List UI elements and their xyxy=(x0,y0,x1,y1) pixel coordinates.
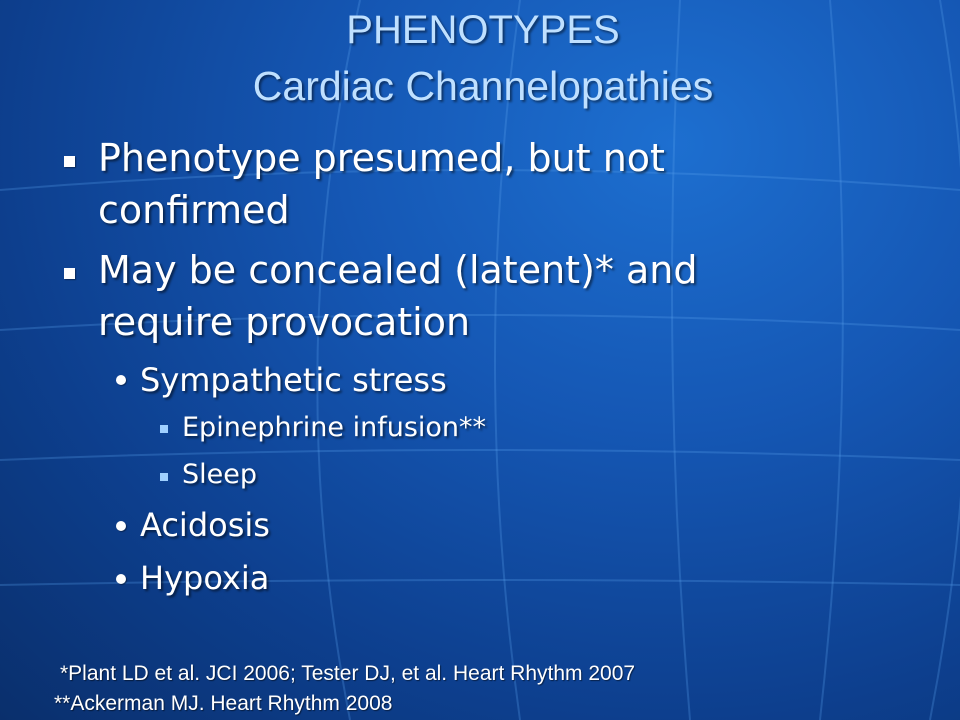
dot-bullet-icon xyxy=(116,574,126,584)
sub-bullet-text: Acidosis xyxy=(140,506,270,544)
sub-sub-bullet-text: Sleep xyxy=(182,459,258,490)
small-square-bullet-icon xyxy=(160,473,168,481)
square-bullet-icon xyxy=(64,268,75,279)
square-bullet-icon xyxy=(64,156,75,167)
title-line-1: PHENOTYPES xyxy=(346,8,620,52)
dot-bullet-icon xyxy=(116,521,126,531)
sub-sub-bullet-text: Epinephrine infusion** xyxy=(182,412,487,443)
dot-bullet-icon xyxy=(116,375,126,385)
reference-line: **Ackerman MJ. Heart Rhythm 2008 xyxy=(54,692,393,715)
sub-bullet-text: Hypoxia xyxy=(140,559,270,597)
reference-line: *Plant LD et al. JCI 2006; Tester DJ, et al. Heart Rhythm 2007 xyxy=(60,662,636,685)
sub-bullet-text: Sympathetic stress xyxy=(140,361,447,399)
bullet-text: Phenotype presumed, but not xyxy=(98,136,665,180)
title-line-2: Cardiac Channelopathies xyxy=(252,63,714,109)
bullet-text: May be concealed (latent)* and xyxy=(98,248,698,292)
bullet-text: confirmed xyxy=(98,188,290,232)
bullet-text: require provocation xyxy=(98,300,471,344)
small-square-bullet-icon xyxy=(160,425,168,433)
